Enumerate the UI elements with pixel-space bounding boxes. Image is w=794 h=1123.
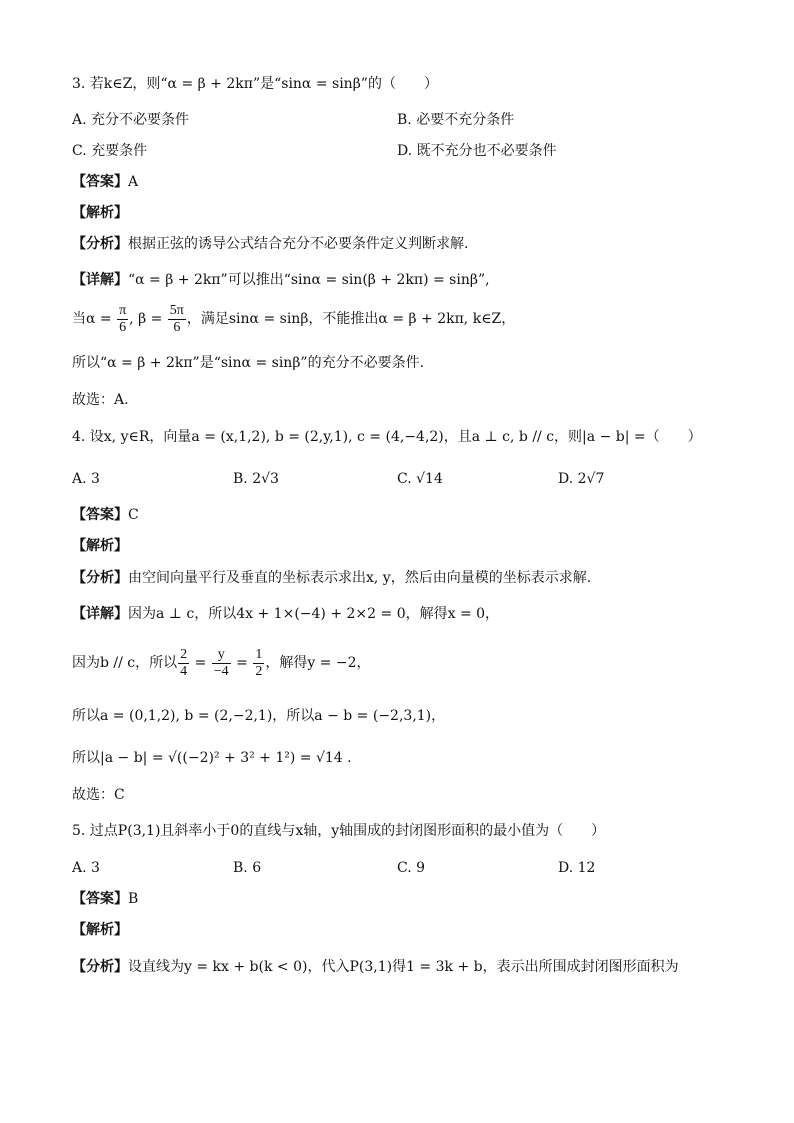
q3-stem: 3. 若k∈Z，则“α = β + 2kπ”是“sinα = sinβ”的（ ） [72,76,438,92]
fenxi-text: 根据正弦的诱导公式结合充分不必要条件定义判断求解. [128,236,469,252]
q5-fenxi [72,958,679,976]
fenxi-tag: 【分析】 [72,959,128,975]
q5-option-d: D. 12 [558,860,596,876]
q4-detail-4: 所以|a − b| = √((−2)² + 3² + 1²) = √14 . [72,750,352,766]
fenxi-text: 设直线为y = kx + b(k < 0)，代入P(3,1)得1 = 3k + b，表示出所围成封闭图形面积为 [128,959,679,975]
q5-option-c: C. 9 [397,860,426,876]
answer-tag: 【答案】 [72,891,128,907]
fraction-5pi-6 [168,303,186,336]
q3-fenxi [72,235,468,253]
q4-stem: 4. 设x, y∈R，向量a = (x,1,2), b = (2,y,1), c = (4,−4,2)，且a ⊥ c, b // c，则|a − b| =（ ） [72,429,702,445]
detail-text: ，满足sinα = sinβ，不能推出α = β + 2kπ, k∈Z， [186,311,516,327]
fraction-num: y [212,647,231,664]
detail-text: 当α = [72,311,117,327]
q3-detail-2 [72,302,515,336]
q4-detail-3: 所以a = (0,1,2), b = (2,−2,1)，所以a − b = (−2,3,1)， [72,708,446,724]
q3-answer [72,173,138,191]
fenxi-tag: 【分析】 [72,236,128,252]
q3-detail-3: 所以“α = β + 2kπ”是“sinα = sinβ”的充分不必要条件. [72,355,425,371]
fraction-num: 1 [255,646,263,662]
q3-option-a: A. 充分不必要条件 [72,112,190,128]
detail-tag: 【详解】 [72,606,128,622]
q4-choose: 故选：C [72,787,125,803]
detail-text: ，解得y = −2， [265,655,371,671]
fenxi-tag: 【分析】 [72,570,128,586]
answer-value: A [128,174,139,190]
q5-option-b: B. 6 [233,860,262,876]
q5-analysis-tag: 【解析】 [72,922,128,938]
detail-text: 因为b // c，所以 [72,655,178,671]
q4-option-a: A. 3 [72,471,100,487]
q4-detail-2 [72,646,371,680]
q3-option-c: C. 充要条件 [72,143,148,159]
q3-detail-1 [72,271,490,289]
fenxi-text: 由空间向量平行及垂直的坐标表示求出x, y，然后由向量模的坐标表示求解. [128,570,592,586]
q4-option-b: B. 2√3 [233,471,279,487]
fraction-y-neg4 [212,647,231,680]
q3-choose: 故选：A. [72,392,129,408]
q4-option-c: C. √14 [397,471,443,487]
fraction-den: 4 [180,663,188,679]
detail-tag: 【详解】 [72,272,128,288]
q3-option-b: B. 必要不充分条件 [397,112,515,128]
fraction-den: −4 [213,663,229,679]
detail-text: , β = [129,311,167,327]
detail-text: “α = β + 2kπ”可以推出“sinα = sin(β + 2kπ) = sinβ”, [128,272,490,288]
q4-option-d: D. 2√7 [558,471,605,487]
detail-text: = [231,655,253,671]
q4-detail-1 [72,605,499,623]
fraction-1-2 [253,647,264,680]
fraction-2-4 [178,647,189,680]
fraction-num: π [119,302,127,318]
q4-analysis-tag: 【解析】 [72,538,128,554]
q3-option-d: D. 既不充分也不必要条件 [397,143,557,159]
detail-text: = [190,655,211,671]
q5-answer [72,890,138,908]
answer-value: C [128,507,139,523]
q4-answer [72,506,139,524]
fraction-num: 2 [180,646,188,662]
fraction-den: 6 [173,319,181,335]
q4-fenxi [72,569,591,587]
fraction-den: 6 [119,319,127,335]
q5-stem: 5. 过点P(3,1)且斜率小于0的直线与x轴，y轴围成的封闭图形面积的最小值为（ ） [72,823,606,839]
answer-value: B [128,891,139,907]
fraction-num: 5π [169,302,184,318]
fraction-pi-6 [117,303,128,336]
q3-analysis-tag: 【解析】 [72,205,128,221]
fraction-den: 2 [255,663,263,679]
answer-tag: 【答案】 [72,174,128,190]
q5-option-a: A. 3 [72,860,100,876]
detail-text: 因为a ⊥ c，所以4x + 1×(−4) + 2×2 = 0，解得x = 0， [128,606,500,622]
answer-tag: 【答案】 [72,507,128,523]
